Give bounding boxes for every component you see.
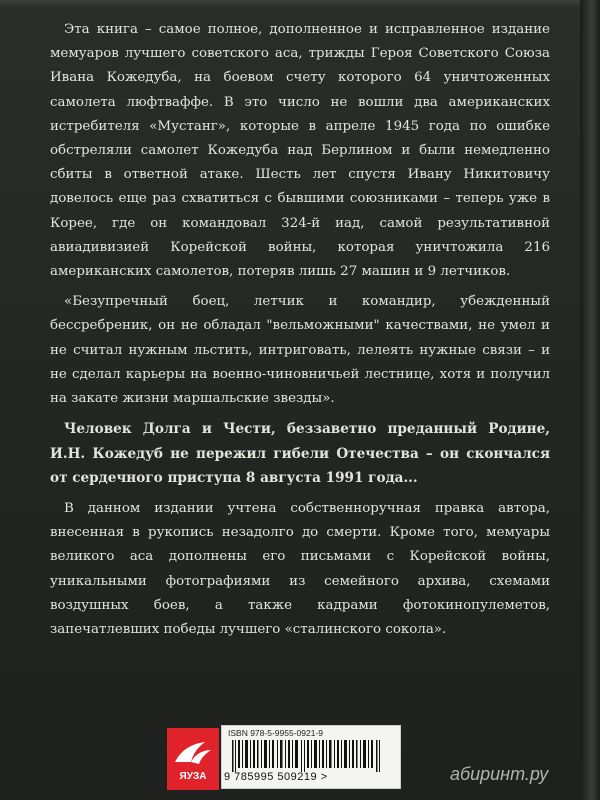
blurb-paragraph-4: В данном издании учтена собственноручная правка автора, внесенная в рукопись незадолго до смерти. Кроме того, мемуары великого аса дополнены его письмами с Корейской войны, уникальными фотографиями из семейного архива, схемами воздушных боев, а также кадрами фотокинопулеметов, запечатлевших победы лучшего «сталинского сокола». xyxy=(50,501,550,638)
book-spine-edge xyxy=(580,0,600,800)
barcode-digits: 9 785995 509219 > xyxy=(224,771,328,783)
isbn-label: ISBN 978-5-9955-0921-9 xyxy=(228,728,323,738)
blurb-paragraph-1: Эта книга – самое полное, дополненное и исправленное издание мемуаров лучшего советского аса, трижды Героя Советского Союза Ивана Кожедуба, на боевом счету которого 64 уничтоженных самолета люфтваффе. В это число не вошли два американских истребителя «Мустанг», которые в апреле 1945 года по ошибке обстреляли самолет Кожедуба над Берлином и были немедленно сбиты в ответной атаке. Шесть лет спустя Ивану Никитовичу довелось еще раз схватиться с бывшими союзниками – теперь уже в Корее, где он командовал 324-й иад, самой результативной авиадивизией Корейской войны, которая уничтожила 216 американских самолетов, потеряв лишь 27 машин и 9 летчиков. xyxy=(50,22,550,280)
blurb-paragraph-2: «Безупречный боец, летчик и командир, убежденный бессребреник, он не обладал "вельможными" качествами, не умел и не считал нужным льстить, интриговать, лелеять нужные связи – и не сделал карьеры на военно-чиновничьей лестнице, хотя и получил на закате жизни маршальские звезды». xyxy=(50,294,550,407)
cover-top-edge xyxy=(0,0,600,10)
publisher-logo-text: ЯУЗА xyxy=(179,771,207,782)
blurb-paragraph-3: Человек Долга и Чести, беззаветно преданный Родине, И.Н. Кожедуб не пережил гибели Отечества – он скончался от сердечного приступа 8 августа 1991 года... xyxy=(50,421,550,487)
watermark-text: абиринт.ру xyxy=(450,764,549,784)
blurb-text xyxy=(50,18,550,642)
barcode-bars xyxy=(232,740,382,772)
